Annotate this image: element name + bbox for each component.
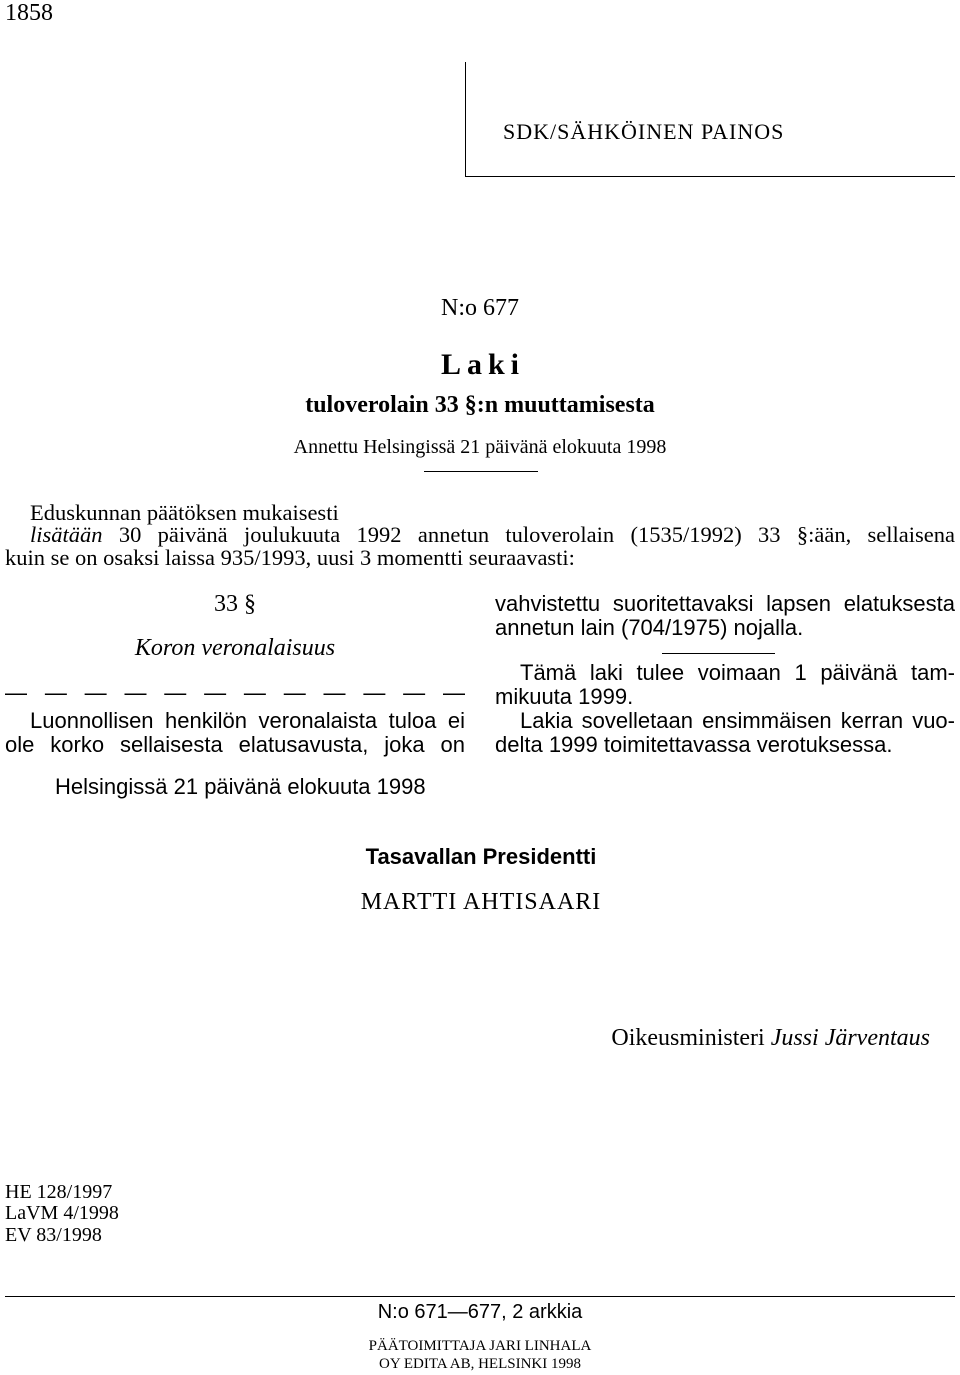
minister-signature [611, 1025, 930, 1051]
edition-box-vertical-rule [465, 62, 466, 176]
president-title: Tasavallan Presidentti [365, 844, 597, 869]
preamble-line-3: kuin se on osaksi laissa 935/1993, uusi 3 momentti seuraavasti: [5, 545, 575, 570]
omission-dashes: — — — — — — — — — — — — [5, 680, 465, 705]
section-text-line: annetun lain (704/1975) nojalla. [495, 615, 804, 640]
reference-item: EV 83/1998 [5, 1224, 102, 1246]
application-line: Lakia sovelletaan ensimmäisen kerran vuo- [520, 708, 955, 733]
statute-issued-date: Annettu Helsingissä 21 päivänä elokuuta 1998 [293, 436, 667, 458]
footer-publisher: OY EDITA AB, HELSINKI 1998 [379, 1356, 581, 1372]
reference-item: HE 128/1997 [5, 1181, 113, 1203]
statute-title: tuloverolain 33 §:n muuttamisesta [305, 392, 655, 418]
column-divider-rule [662, 653, 775, 654]
preamble-line-2-text: 30 päivänä joulukuuta 1992 annetun tuloverolain (1535/1992) 33 §:ään, sellaisena [118, 522, 955, 547]
section-text-line: Luonnollisen henkilön veronalaista tuloa ei [30, 708, 465, 733]
page-number: 1858 [5, 0, 53, 26]
preamble-line-2 [30, 523, 955, 547]
signing-place-date: Helsingissä 21 päivänä elokuuta 1998 [55, 774, 426, 799]
minister-name: Jussi Järventaus [770, 1025, 930, 1051]
statute-number: N:o 677 [441, 295, 519, 321]
footer-rule [5, 1296, 955, 1297]
section-heading: Koron veronalaisuus [134, 635, 336, 661]
president-name: MARTTI AHTISAARI [360, 889, 602, 915]
header-divider-rule [424, 471, 538, 472]
footer-issue: N:o 671—677, 2 arkkia [377, 1301, 583, 1323]
footer-editor: PÄÄTOIMITTAJA JARI LINHALA [368, 1338, 592, 1354]
minister-title: Oikeusministeri [611, 1025, 765, 1051]
preamble-verb: lisätään [30, 522, 103, 547]
reference-item: LaVM 4/1998 [5, 1202, 119, 1224]
preamble-line-1: Eduskunnan päätöksen mukaisesti [30, 500, 339, 525]
section-number: 33 § [214, 591, 256, 617]
entry-into-force-line: mikuuta 1999. [495, 684, 634, 709]
edition-box-horizontal-rule [465, 176, 955, 177]
section-text-line: vahvistettu suoritettavaksi lapsen elatuksesta [495, 591, 955, 616]
application-line: delta 1999 toimitettavassa verotuksessa. [495, 732, 893, 757]
entry-into-force-line: Tämä laki tulee voimaan 1 päivänä tam- [520, 660, 955, 685]
edition-label: SDK/SÄHKÖINEN PAINOS [503, 119, 785, 144]
section-text-line: ole korko sellaisesta elatusavusta, joka on [5, 732, 465, 757]
statute-type: Laki [440, 348, 526, 381]
